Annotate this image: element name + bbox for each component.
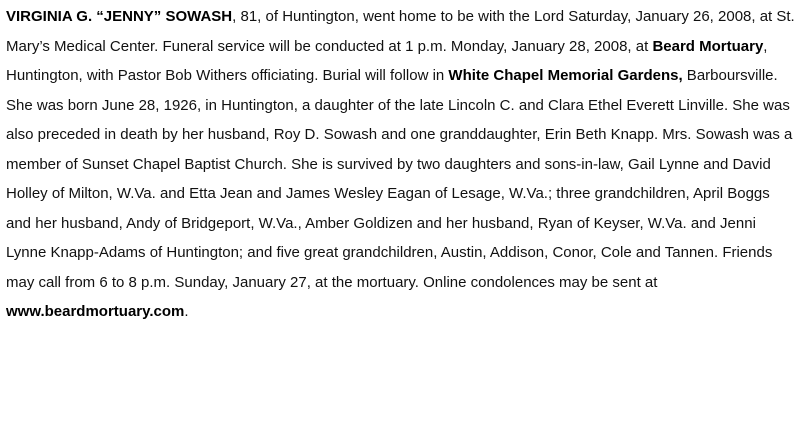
obituary-paragraph [6, 2, 796, 327]
mortuary-name: Beard Mortuary [652, 37, 764, 55]
deceased-name: VIRGINIA G. “JENNY” SOWASH [6, 8, 233, 25]
obituary-text-body: Barboursville. She was born June 28, 1926, in Huntington, a daughter of the late Lincoln C. and Clara Ethel Everett Linville. She was also preceded in death by her husband, Roy D. Sowash and one granddaughter, Erin Beth Knapp. Mrs. Sowash was a member of Sunset Chapel Baptist Church. She is survived by two daughters and sons-in-law, Gail Lynne and David Holley of Milton, W.Va. and Etta Jean and James Wesley Eagan of Lesage, W.Va.; three grandchildren, April Boggs and her husband, Andy of Bridgeport, W.Va., Amber Goldizen and her husband, Ryan of Keyser, W.Va. and Jenni Lynne Knapp-Adams of Huntington; and five great grandchildren, Austin, Addison, Conor, Cole and Tannen. Friends may call from 6 to 8 p.m. Sunday, January 27, at the mortuary. Online condolences may be sent at [6, 67, 793, 291]
mortuary-website: www.beardmortuary.com [6, 303, 185, 320]
obituary-text-end: . [184, 303, 189, 320]
obituary-text-service: , Huntington, with Pastor Bob Withers officiating. Burial will follow in [6, 37, 768, 84]
cemetery-name: White Chapel Memorial Gardens, [448, 67, 683, 84]
obituary-text-intro: , 81, of Huntington, went home to be with the Lord Saturday, January 26, 2008, at St. Mary’s Medical Center. Funeral service will be conducted at 1 p.m. Monday, January 28, 2008, at [6, 8, 795, 55]
